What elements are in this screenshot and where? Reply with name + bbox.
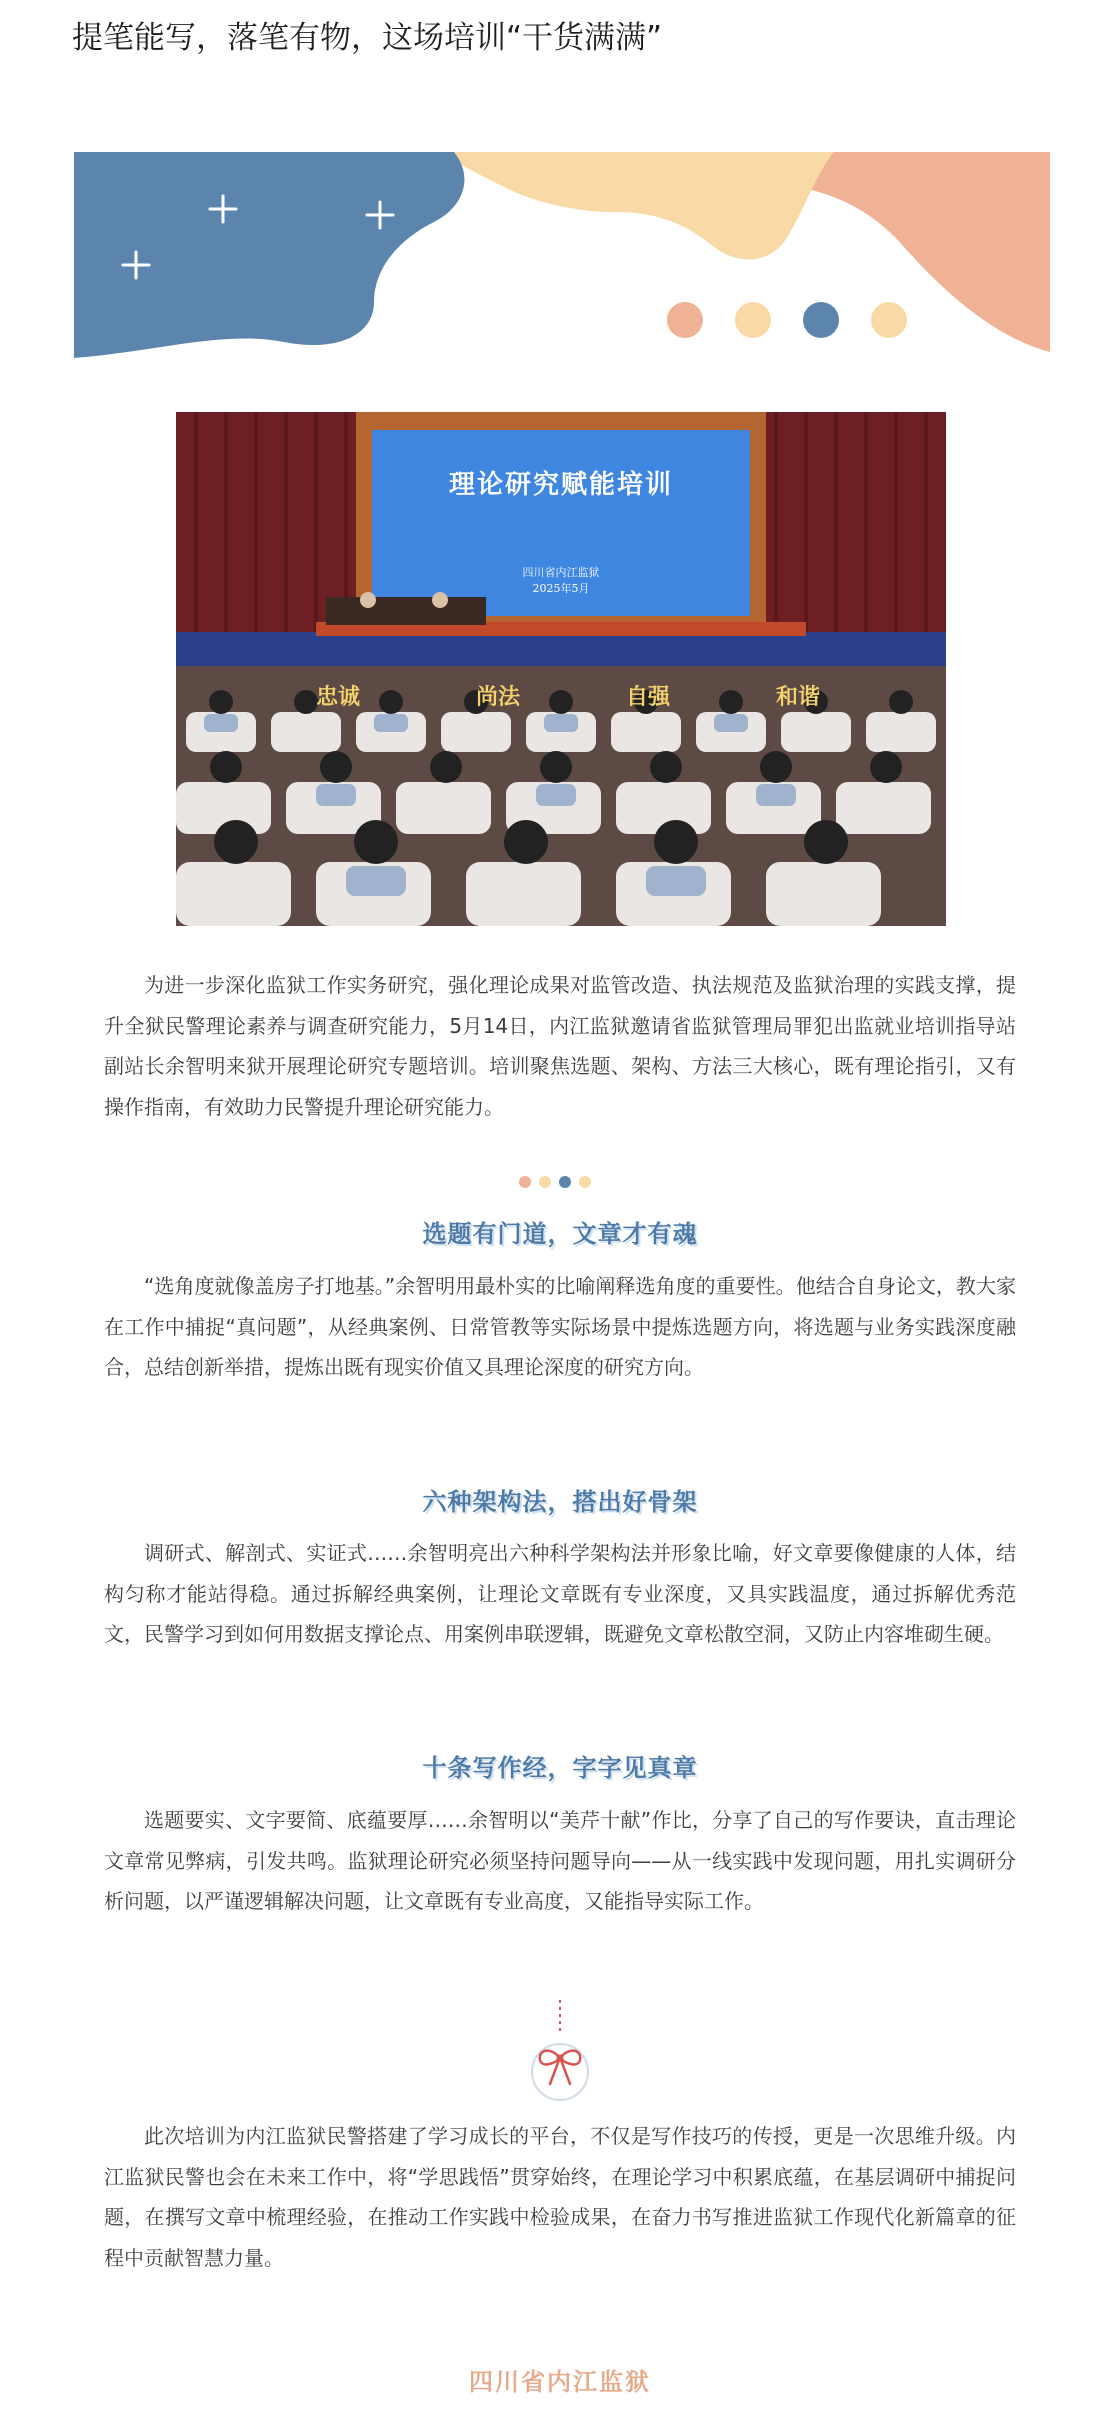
divider-dot [539, 1176, 551, 1188]
banner-dot-peach [667, 302, 703, 338]
banner-dot-cream [735, 302, 771, 338]
screen-date: 2025年5月 [532, 582, 590, 595]
divider-dot [579, 1176, 591, 1188]
section-paragraph: 选题要实、文字要简、底蕴要厚……余智明以“美芹十献”作比，分享了自己的写作要诀，直击理论文章常见弊病，引发共鸣。监狱理论研究必须坚持问题导向——从一线实践中发现问题，用扎实调研分析问题，以严谨逻辑解决问题，让文章既有专业高度，又能指导实际工作。 [104, 1808, 1016, 1913]
stage-word: 和谐 [776, 684, 821, 710]
section-paragraph: “选角度就像盖房子打地基。”余智明用最朴实的比喻阐释选角度的重要性。他结合自身论文，教大家在工作中捕捉“真问题”，从经典案例、日常管教等实际场景中提炼选题方向，将选题与业务实践深度融合，总结创新举措，提炼出既有现实价值又具理论深度的研究方向。 [104, 1274, 1016, 1379]
section-heading: 十条写作经，字字见真章 [422, 1754, 698, 1782]
decorative-banner [74, 152, 1050, 358]
footer-org-name: 四川省内江监狱 [469, 2368, 651, 2396]
section-heading: 六种架构法，搭出好骨架 [422, 1488, 698, 1516]
stage-word: 尚法 [476, 684, 521, 710]
screen-org: 四川省内江监狱 [522, 566, 600, 579]
screen-title: 理论研究赋能培训 [448, 470, 673, 500]
divider-dot [519, 1176, 531, 1188]
divider-dot [559, 1176, 571, 1188]
divider-dots [519, 1176, 591, 1188]
training-photo [176, 412, 946, 926]
bow-ornament-icon [528, 2000, 592, 2110]
banner-dot-blue [803, 302, 839, 338]
section-heading: 选题有门道，文章才有魂 [422, 1220, 698, 1248]
stage-word: 忠诚 [316, 684, 361, 710]
intro-paragraph: 为进一步深化监狱工作实务研究，强化理论成果对监管改造、执法规范及监狱治理的实践支撑，提升全狱民警理论素养与调查研究能力，5月14日，内江监狱邀请省监狱管理局罪犯出监就业培训指导站副站长余智明来狱开展理论研究专题培训。培训聚焦选题、架构、方法三大核心，既有理论指引，又有操作指南，有效助力民警提升理论研究能力。 [104, 973, 1016, 1119]
banner-dot-cream-2 [871, 302, 907, 338]
stage-word: 自强 [626, 684, 671, 710]
article-title: 提笔能写，落笔有物，这场培训“干货满满” [72, 20, 663, 56]
closing-paragraph: 此次培训为内江监狱民警搭建了学习成长的平台，不仅是写作技巧的传授，更是一次思维升级。内江监狱民警也会在未来工作中，将“学思践悟”贯穿始终，在理论学习中积累底蕴，在基层调研中捕捉问题，在撰写文章中梳理经验，在推动工作实践中检验成果，在奋力书写推进监狱工作现代化新篇章的征程中贡献智慧力量。 [104, 2124, 1016, 2270]
section-paragraph: 调研式、解剖式、实证式……余智明亮出六种科学架构法并形象比喻，好文章要像健康的人体，结构匀称才能站得稳。通过拆解经典案例，让理论文章既有专业深度，又具实践温度，通过拆解优秀范文，民警学习到如何用数据支撑论点、用案例串联逻辑，既避免文章松散空洞，又防止内容堆砌生硬。 [104, 1541, 1016, 1646]
